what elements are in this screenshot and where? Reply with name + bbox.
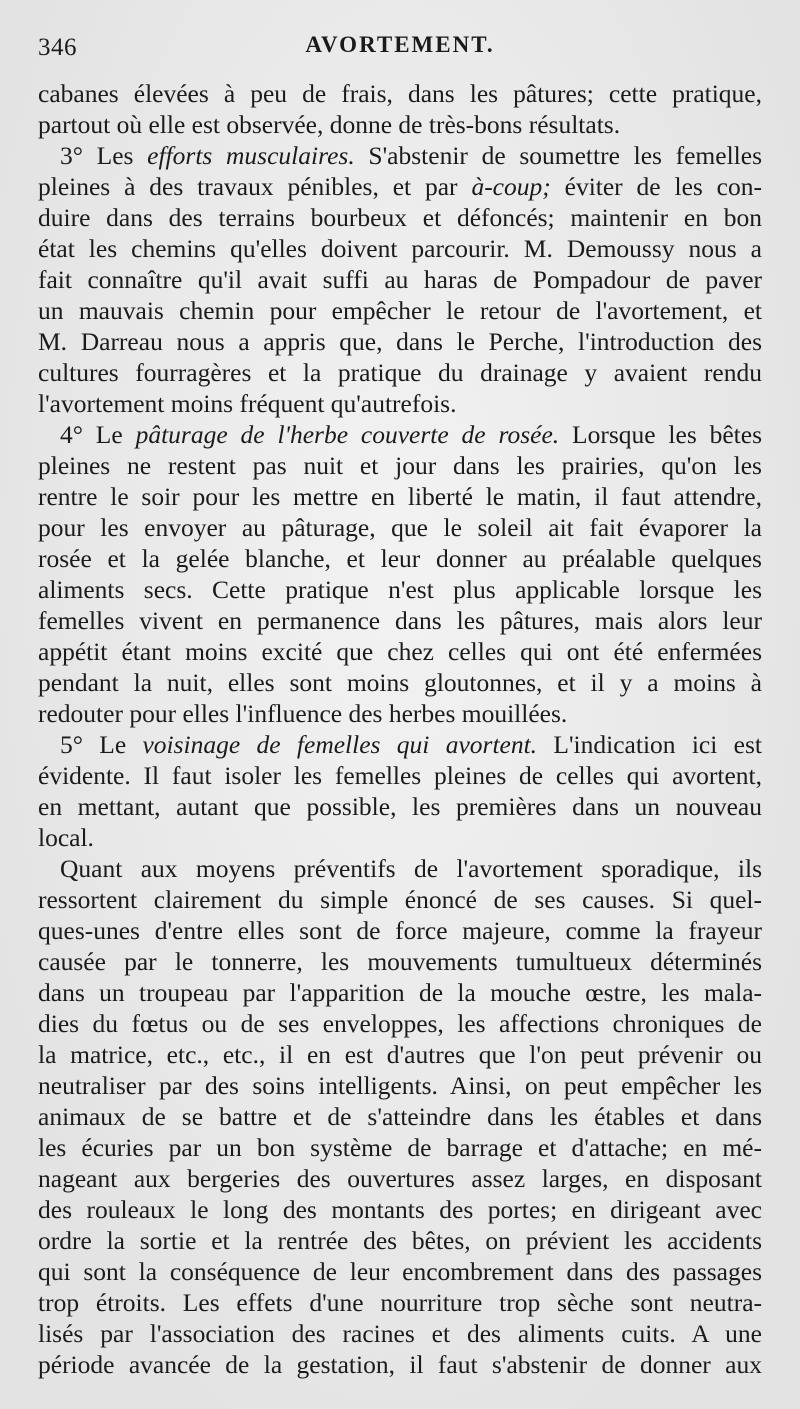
text-line: en mettant, autant que possible, les premières dans un nouveau	[38, 792, 762, 821]
text-line-lead: 4° Le	[60, 420, 136, 449]
text-line: pendant la nuit, elles sont moins gloutonnes, et il y a moins à	[38, 668, 762, 697]
text-line: pleines ne restent pas nuit et jour dans les prairies, qu'on les	[38, 451, 762, 480]
text-line: nageant aux bergeries des ouvertures assez larges, en disposant	[38, 1164, 762, 1193]
text-line: appétit étant moins excité que chez celles qui ont été enfermées	[38, 637, 762, 666]
italic-heading: efforts musculaires.	[147, 141, 355, 170]
text-line: cabanes élevées à peu de frais, dans les pâtures; cette pratique,	[38, 79, 762, 108]
text-line-lead: 5° Le	[60, 730, 143, 759]
text-line: trop étroits. Les effets d'une nourriture trop sèche sont neutra-	[38, 1288, 762, 1317]
running-head	[38, 28, 762, 64]
text-line: la matrice, etc., etc., il en est d'autres que l'on peut prévenir ou	[38, 1040, 762, 1069]
text-line: période avancée de la gestation, il faut s'abstenir de donner aux	[38, 1350, 762, 1379]
text-line: aliments secs. Cette pratique n'est plus applicable lorsque les	[38, 575, 762, 604]
text-line: ressortent clairement du simple énoncé de ses causes. Si quel-	[38, 885, 762, 914]
text-line: M. Darreau nous a appris que, dans le Perche, l'introduction des	[38, 327, 762, 356]
text-line	[38, 419, 762, 450]
text-line-rest: L'indication ici est	[537, 730, 762, 759]
text-line: local.	[38, 823, 94, 852]
italic-heading: pâturage de l'herbe couverte de rosée.	[135, 420, 560, 449]
text-line: fait connaître qu'il avait suffi au haras de Pompadour de paver	[38, 265, 762, 294]
text-line: des rouleaux le long des montants des portes; en dirigeant avec	[38, 1195, 762, 1224]
text-line: neutraliser par des soins intelligents. Ainsi, on peut empêcher les	[38, 1071, 762, 1100]
text-line: dies du fœtus ou de ses enveloppes, les affections chroniques de	[38, 1009, 762, 1038]
text-line: pour les envoyer au pâturage, que le soleil ait fait évaporer la	[38, 513, 762, 542]
italic-heading: à-coup;	[471, 172, 551, 201]
text-line	[38, 729, 762, 760]
text-line: Quant aux moyens préventifs de l'avortement sporadique, ils	[60, 854, 762, 883]
text-line	[38, 140, 762, 171]
text-line: l'avortement moins fréquent qu'autrefois.	[38, 389, 457, 418]
page-number: 346	[38, 34, 77, 61]
page-title: AVORTEMENT.	[305, 32, 495, 57]
text-line-rest: S'abstenir de soumettre les femelles	[354, 141, 763, 170]
body-text	[38, 78, 762, 1380]
text-line-lead: 3° Les	[60, 141, 148, 170]
text-line: qui sont la conséquence de leur encombrement dans des passages	[38, 1257, 762, 1286]
text-line	[38, 171, 762, 202]
text-line: femelles vivent en permanence dans les pâtures, mais alors leur	[38, 606, 762, 635]
text-line: évidente. Il faut isoler les femelles pleines de celles qui avortent,	[38, 761, 762, 790]
text-line: cultures fourragères et la pratique du drainage y avaient rendu	[38, 358, 762, 387]
text-line: un mauvais chemin pour empêcher le retour de l'avortement, et	[38, 296, 762, 325]
text-line: les écuries par un bon système de barrage et d'attache; en mé-	[38, 1133, 762, 1162]
text-line: redouter pour elles l'influence des herbes mouillées.	[38, 699, 568, 728]
text-line: lisés par l'association des racines et des aliments cuits. A une	[38, 1319, 762, 1348]
text-line: duire dans des terrains bourbeux et défoncés; maintenir en bon	[38, 203, 762, 232]
text-line-lead: pleines à des travaux pénibles, et par	[38, 172, 472, 201]
text-line: rosée et la gelée blanche, et leur donner au préalable quelques	[38, 544, 762, 573]
text-line: causée par le tonnerre, les mouvements tumultueux déterminés	[38, 947, 762, 976]
text-line: état les chemins qu'elles doivent parcourir. M. Demoussy nous a	[38, 234, 762, 263]
text-line: animaux de se battre et de s'atteindre dans les étables et dans	[38, 1102, 762, 1131]
text-line: ordre la sortie et la rentrée des bêtes, on prévient les accidents	[38, 1226, 762, 1255]
text-line: ques-unes d'entre elles sont de force majeure, comme la frayeur	[38, 916, 762, 945]
text-line: dans un troupeau par l'apparition de la mouche œstre, les mala-	[38, 978, 762, 1007]
text-line-rest: éviter de les con-	[550, 172, 762, 201]
text-line: rentre le soir pour les mettre en liberté le matin, il faut attendre,	[38, 482, 762, 511]
text-line: partout où elle est observée, donne de très-bons résultats.	[38, 110, 621, 139]
text-line-rest: Lorsque les bêtes	[559, 420, 763, 449]
italic-heading: voisinage de femelles qui avortent.	[142, 730, 538, 759]
